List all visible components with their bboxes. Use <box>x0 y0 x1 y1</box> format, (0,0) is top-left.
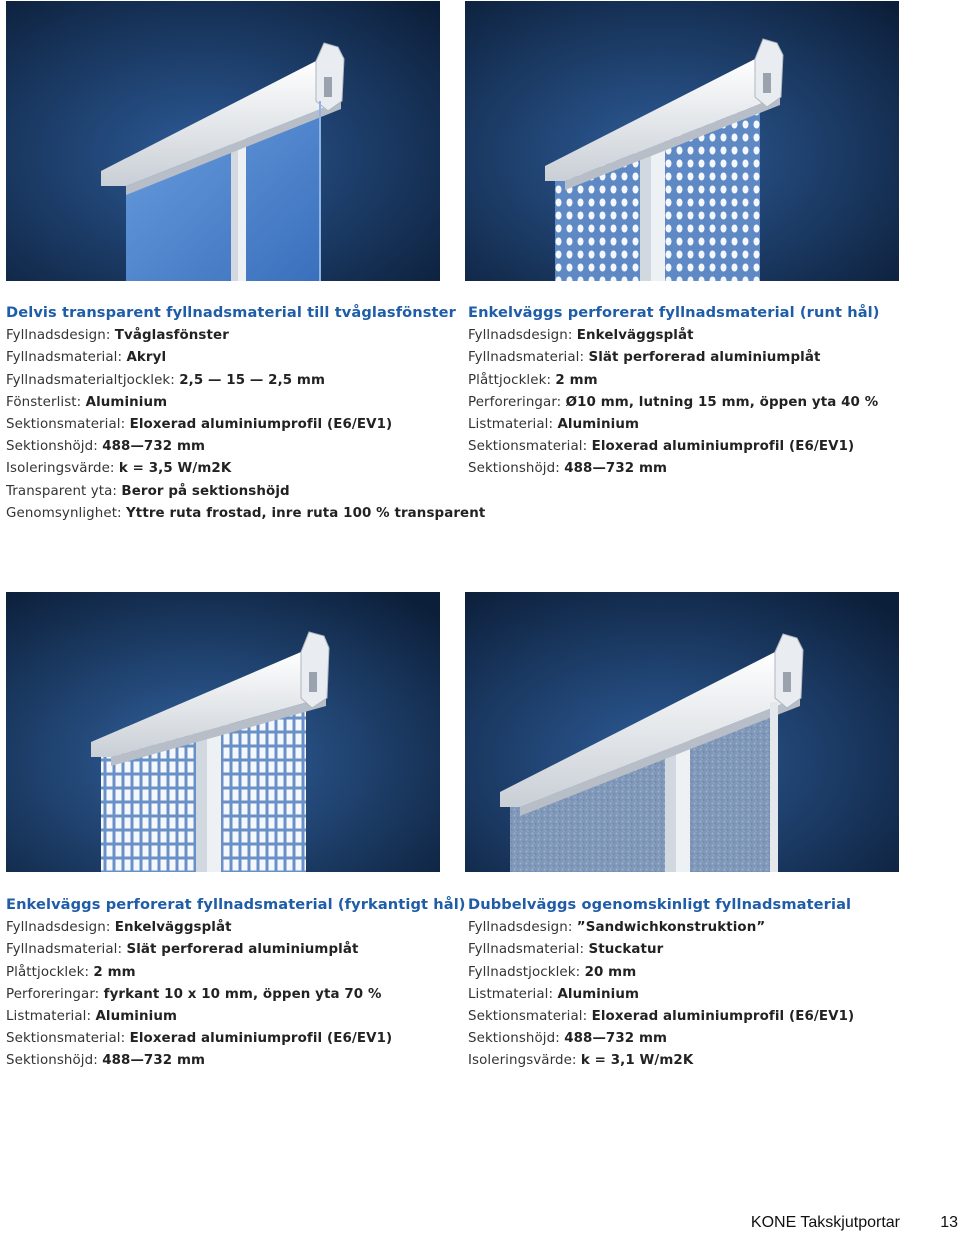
spec-block-round-perforation <box>468 302 908 481</box>
spec-row <box>468 1006 908 1028</box>
spec-label: Fyllnadsmaterial: <box>468 350 589 366</box>
spec-row <box>468 1028 908 1050</box>
spec-row <box>6 917 446 939</box>
spec-value: 488—732 mm <box>564 461 668 477</box>
spec-label: Sektionshöjd: <box>468 1031 565 1047</box>
spec-label: Fyllnadsmaterialtjocklek: <box>6 372 180 388</box>
spec-value: 488—732 mm <box>102 439 206 455</box>
spec-value: Eloxerad aluminiumprofil (E6/EV1) <box>591 1009 855 1025</box>
spec-value: 2,5 — 15 — 2,5 mm <box>179 372 326 388</box>
section-title: Delvis transparent fyllnadsmaterial till tvåglasfönster <box>6 304 456 321</box>
spec-value: ”Sandwichkonstruktion” <box>576 920 766 936</box>
spec-row <box>468 917 908 939</box>
footer-brand: KONE Takskjutportar <box>750 1214 900 1231</box>
spec-label: Perforeringar: <box>468 394 566 410</box>
spec-label: Plåttjocklek: <box>468 372 556 388</box>
spec-value: Aluminium <box>557 417 640 433</box>
spec-row <box>6 458 446 480</box>
spec-row <box>6 370 446 392</box>
spec-label: Sektionsmaterial: <box>468 439 592 455</box>
section-title: Dubbelväggs ogenomskinligt fyllnadsmaterial <box>468 896 852 913</box>
spec-value: Tvåglasfönster <box>114 328 229 344</box>
spec-label: Perforeringar: <box>6 986 104 1002</box>
spec-value: Eloxerad aluminiumprofil (E6/EV1) <box>591 439 855 455</box>
spec-label: Plåttjocklek: <box>6 964 94 980</box>
spec-value: 2 mm <box>555 372 598 388</box>
spec-value: 2 mm <box>93 964 136 980</box>
spec-value: Aluminium <box>85 394 168 410</box>
spec-row <box>468 414 908 436</box>
spec-label: Fyllnadsdesign: <box>6 920 115 936</box>
spec-value: k = 3,5 W/m2K <box>118 461 232 477</box>
spec-row <box>6 962 446 984</box>
product-image-round-perforation <box>465 1 899 281</box>
spec-value: 488—732 mm <box>102 1053 206 1069</box>
spec-label: Sektionsmaterial: <box>6 1031 130 1047</box>
product-image-square-perforation <box>6 592 440 872</box>
spec-label: Fyllnadsmaterial: <box>468 942 589 958</box>
spec-row <box>6 481 446 503</box>
spec-label: Fyllnadsmaterial: <box>6 350 127 366</box>
spec-row <box>468 984 908 1006</box>
product-image-transparent-glazing <box>6 1 440 281</box>
spec-value: Enkelväggsplåt <box>114 920 232 936</box>
spec-value: 20 mm <box>584 964 637 980</box>
spec-row <box>6 1028 446 1050</box>
spec-block-stucco-sandwich <box>468 894 908 1073</box>
spec-row <box>6 1006 446 1028</box>
spec-label: Isoleringsvärde: <box>468 1053 581 1069</box>
spec-row <box>468 325 908 347</box>
spec-value: Akryl <box>126 350 167 366</box>
spec-row <box>6 1050 446 1072</box>
spec-value: Aluminium <box>557 986 640 1002</box>
spec-label: Sektionsmaterial: <box>6 417 130 433</box>
section-title: Enkelväggs perforerat fyllnadsmaterial (fyrkantigt hål) <box>6 896 466 913</box>
spec-value: k = 3,1 W/m2K <box>580 1053 694 1069</box>
spec-label: Transparent yta: <box>6 483 122 499</box>
spec-label: Listmaterial: <box>468 986 558 1002</box>
spec-row <box>6 414 446 436</box>
product-image-stucco-sandwich <box>465 592 899 872</box>
spec-label: Fönsterlist: <box>6 394 86 410</box>
spec-value: fyrkant 10 x 10 mm, öppen yta 70 % <box>103 986 382 1002</box>
spec-row <box>6 325 446 347</box>
spec-block-square-perforation <box>6 894 466 1073</box>
spec-row <box>468 436 908 458</box>
spec-label: Listmaterial: <box>468 417 558 433</box>
spec-label: Sektionshöjd: <box>6 439 103 455</box>
spec-row <box>468 1050 908 1072</box>
spec-label: Sektionsmaterial: <box>468 1009 592 1025</box>
spec-row <box>468 939 908 961</box>
spec-row <box>6 503 486 525</box>
spec-value: 488—732 mm <box>564 1031 668 1047</box>
spec-row <box>6 392 446 414</box>
spec-row <box>468 458 908 480</box>
spec-value: Enkelväggsplåt <box>576 328 694 344</box>
spec-row <box>468 347 908 369</box>
spec-label: Fyllnadsdesign: <box>468 328 577 344</box>
spec-label: Fyllnadsdesign: <box>6 328 115 344</box>
spec-row <box>468 370 908 392</box>
spec-label: Fyllnadstjocklek: <box>468 964 585 980</box>
spec-value: Stuckatur <box>588 942 664 958</box>
spec-value: Eloxerad aluminiumprofil (E6/EV1) <box>129 417 393 433</box>
spec-row <box>468 962 908 984</box>
spec-value: Eloxerad aluminiumprofil (E6/EV1) <box>129 1031 393 1047</box>
spec-block-transparent-glazing <box>6 302 486 525</box>
spec-label: Isoleringsvärde: <box>6 461 119 477</box>
spec-label: Sektionshöjd: <box>6 1053 103 1069</box>
spec-value: Slät perforerad aluminiumplåt <box>126 942 359 958</box>
spec-value: Yttre ruta frostad, inre ruta 100 % transparent <box>126 505 486 521</box>
spec-value: Slät perforerad aluminiumplåt <box>588 350 821 366</box>
spec-row <box>6 347 446 369</box>
spec-row <box>6 939 446 961</box>
page-number: 13 <box>940 1214 958 1231</box>
spec-row <box>6 984 446 1006</box>
spec-value: Ø10 mm, lutning 15 mm, öppen yta 40 % <box>565 394 879 410</box>
spec-value: Aluminium <box>95 1009 178 1025</box>
spec-label: Fyllnadsdesign: <box>468 920 577 936</box>
spec-label: Listmaterial: <box>6 1009 96 1025</box>
spec-label: Fyllnadsmaterial: <box>6 942 127 958</box>
spec-row <box>6 436 446 458</box>
spec-row <box>468 392 908 414</box>
spec-label: Sektionshöjd: <box>468 461 565 477</box>
spec-value: Beror på sektionshöjd <box>121 483 290 499</box>
spec-label: Genomsynlighet: <box>6 505 127 521</box>
section-title: Enkelväggs perforerat fyllnadsmaterial (runt hål) <box>468 304 880 321</box>
